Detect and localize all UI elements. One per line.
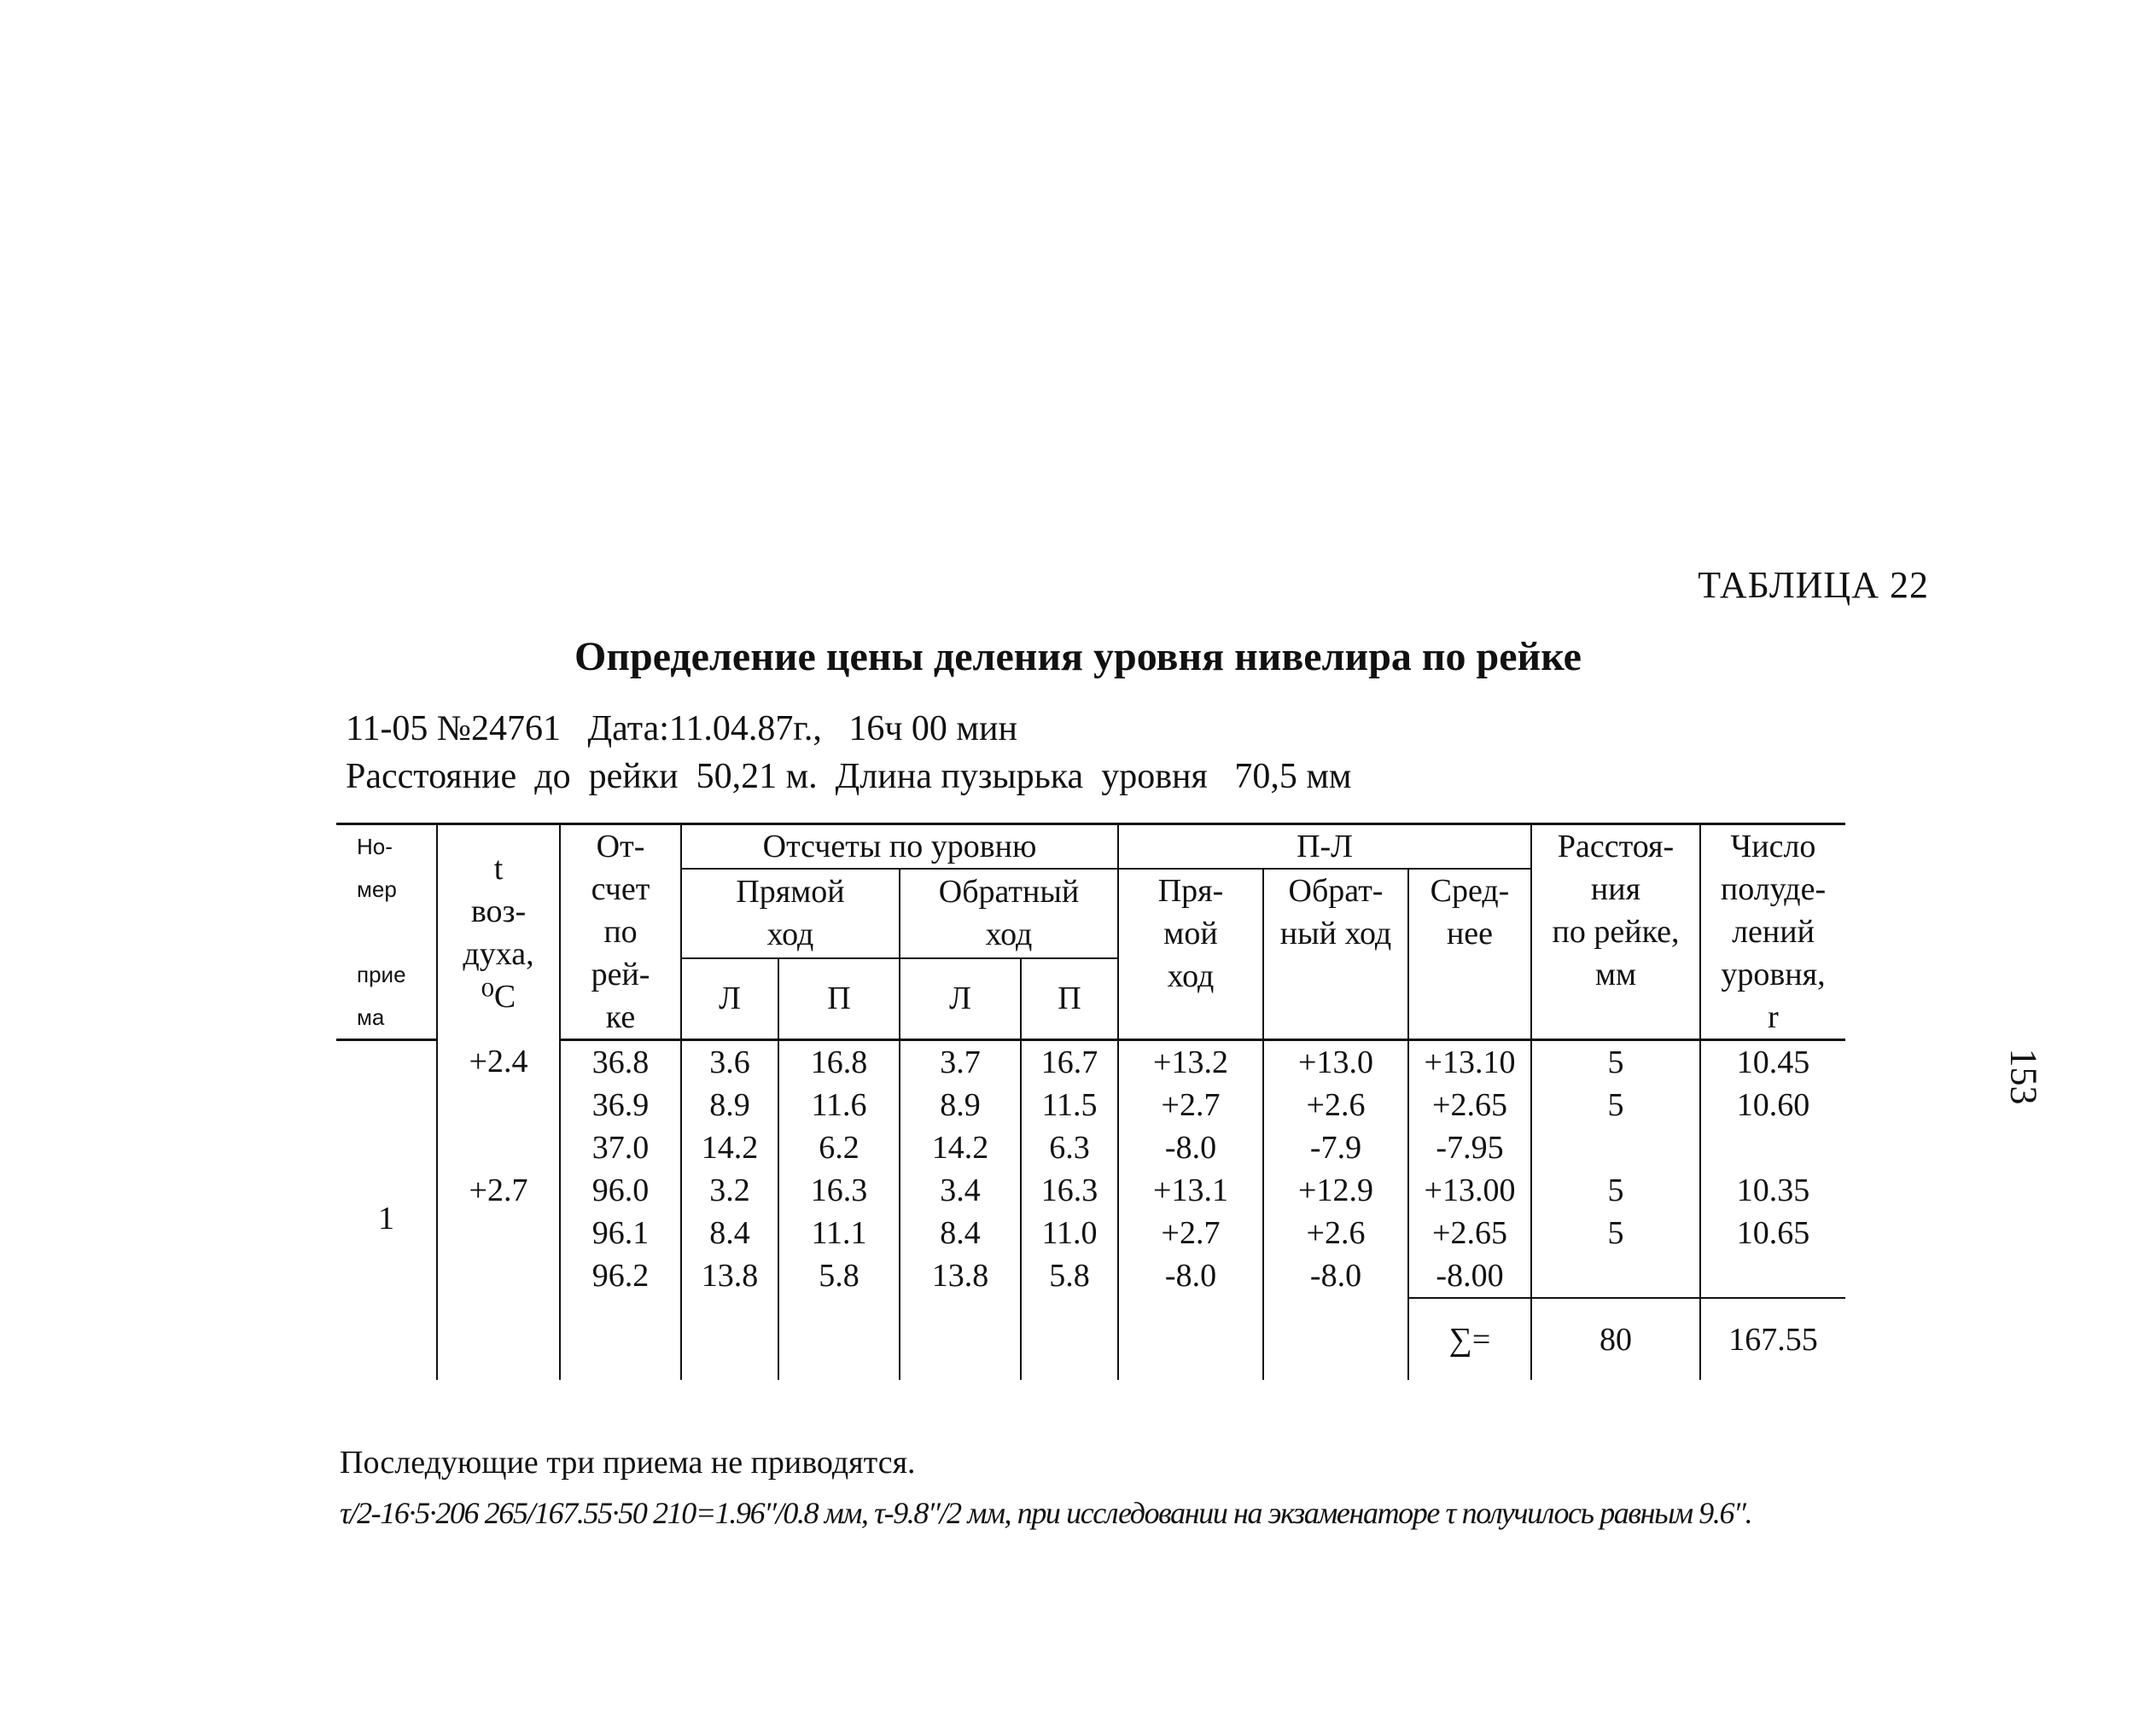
cell-forward-l: 13.8: [681, 1254, 778, 1298]
cell-backward-p: 6.3: [1021, 1126, 1118, 1169]
measurement-table: [336, 823, 1845, 1380]
cell-half-divisions: [1700, 1126, 1845, 1169]
empty-cell: [1118, 1298, 1263, 1380]
cell-pl-forward: +13.1: [1118, 1169, 1263, 1212]
cell-half-divisions: 10.35: [1700, 1169, 1845, 1212]
header-pl-forward: Пря- мой ход: [1118, 869, 1263, 1040]
cell-forward-l: 8.4: [681, 1212, 778, 1254]
cell-distance: 5: [1531, 1212, 1700, 1254]
cell-distance: [1531, 1126, 1700, 1169]
sum-row: [336, 1298, 1845, 1380]
cell-staff-reading: 96.0: [560, 1169, 681, 1212]
cell-pl-backward: +2.6: [1263, 1212, 1408, 1254]
cell-temperature: [437, 1126, 560, 1169]
cell-distance: 5: [1531, 1084, 1700, 1126]
page-number: 153: [2002, 1048, 2045, 1105]
cell-backward-l: 3.7: [900, 1040, 1021, 1085]
cell-forward-p: 6.2: [778, 1126, 900, 1169]
cell-staff-reading: 37.0: [560, 1126, 681, 1169]
cell-forward-p: 16.8: [778, 1040, 900, 1085]
empty-cell: [437, 1298, 560, 1380]
header-forward-l: Л: [681, 958, 778, 1040]
cell-temperature: [437, 1254, 560, 1298]
cell-backward-l: 14.2: [900, 1126, 1021, 1169]
header-half-divisions: Число полуде- лений уровня, r: [1700, 824, 1845, 1040]
empty-cell: [681, 1298, 778, 1380]
cell-pl-mean: +2.65: [1408, 1212, 1531, 1254]
cell-forward-l: 14.2: [681, 1126, 778, 1169]
header-forward-run: Прямой ход: [681, 869, 900, 958]
cell-pl-mean: +13.00: [1408, 1169, 1531, 1212]
header-pl-mean: Сред- нее: [1408, 869, 1531, 1040]
table-row: [336, 1040, 1845, 1085]
cell-backward-l: 8.4: [900, 1212, 1021, 1254]
cell-pl-mean: +13.10: [1408, 1040, 1531, 1085]
cell-pl-forward: -8.0: [1118, 1126, 1263, 1169]
cell-temperature: [437, 1212, 560, 1254]
cell-pl-backward: +13.0: [1263, 1040, 1408, 1085]
header-backward-p: П: [1021, 958, 1118, 1040]
header-level-readings: Отсчеты по уровню: [681, 824, 1118, 870]
cell-pl-backward: +2.6: [1263, 1084, 1408, 1126]
empty-cell: [778, 1298, 900, 1380]
cell-distance: 5: [1531, 1040, 1700, 1085]
sum-half-divisions: 167.55: [1700, 1298, 1845, 1380]
distance-info: Расстояние до рейки 50,21 м. Длина пузырька уровня 70,5 мм: [346, 757, 1352, 796]
cell-pl-forward: -8.0: [1118, 1254, 1263, 1298]
table-row: [336, 1169, 1845, 1212]
empty-cell: [1263, 1298, 1408, 1380]
cell-backward-l: 13.8: [900, 1254, 1021, 1298]
instrument-info: 11-05 №24761 Дата:11.04.87г., 16ч 00 мин: [346, 709, 1017, 748]
sum-distance: 80: [1531, 1298, 1700, 1380]
header-p-minus-l: П-Л: [1118, 824, 1531, 870]
formula-note: τ/2-16·5·206 265/167.55·50 210=1.96″/0.8 мм, τ-9.8″/2 мм, при исследовании на экзаменаторе τ получилось равным 9.6″.: [340, 1496, 1752, 1530]
table-number: ТАБЛИЦА 22: [1698, 564, 1929, 606]
cell-pl-forward: +2.7: [1118, 1212, 1263, 1254]
cell-staff-reading: 96.2: [560, 1254, 681, 1298]
cell-nomer: 1: [336, 1040, 437, 1381]
cell-distance: 5: [1531, 1169, 1700, 1212]
cell-pl-forward: +2.7: [1118, 1084, 1263, 1126]
cell-forward-p: 11.1: [778, 1212, 900, 1254]
table-row: [336, 1212, 1845, 1254]
cell-staff-reading: 96.1: [560, 1212, 681, 1254]
header-backward-l: Л: [900, 958, 1021, 1040]
cell-half-divisions: 10.65: [1700, 1212, 1845, 1254]
table-row: [336, 1126, 1845, 1169]
header-staff-reading: От- счет по рей- ке: [560, 824, 681, 1040]
cell-forward-l: 8.9: [681, 1084, 778, 1126]
cell-temperature: +2.7: [437, 1169, 560, 1212]
cell-forward-p: 11.6: [778, 1084, 900, 1126]
cell-half-divisions: 10.60: [1700, 1084, 1845, 1126]
cell-temperature: [437, 1084, 560, 1126]
header-forward-p: П: [778, 958, 900, 1040]
table-row: [336, 1084, 1845, 1126]
cell-backward-p: 11.0: [1021, 1212, 1118, 1254]
cell-pl-mean: -7.95: [1408, 1126, 1531, 1169]
header-distance: Расстоя- ния по рейке, мм: [1531, 824, 1700, 1040]
header-backward-run: Обратный ход: [900, 869, 1118, 958]
cell-pl-backward: -8.0: [1263, 1254, 1408, 1298]
cell-pl-mean: -8.00: [1408, 1254, 1531, 1298]
header-nomer: Но- мер прие ма: [336, 824, 437, 1040]
footnote: Последующие три приема не приводятся.: [340, 1445, 916, 1481]
empty-cell: [1021, 1298, 1118, 1380]
cell-pl-backward: -7.9: [1263, 1126, 1408, 1169]
empty-cell: [560, 1298, 681, 1380]
cell-forward-p: 16.3: [778, 1169, 900, 1212]
table-row: [336, 1254, 1845, 1298]
cell-backward-p: 16.3: [1021, 1169, 1118, 1212]
cell-backward-p: 5.8: [1021, 1254, 1118, 1298]
page-title: Определение цены деления уровня нивелира по рейке: [574, 634, 1582, 679]
cell-forward-l: 3.6: [681, 1040, 778, 1085]
cell-pl-backward: +12.9: [1263, 1169, 1408, 1212]
cell-forward-p: 5.8: [778, 1254, 900, 1298]
cell-backward-l: 3.4: [900, 1169, 1021, 1212]
cell-backward-l: 8.9: [900, 1084, 1021, 1126]
header-pl-backward: Обрат- ный ход: [1263, 869, 1408, 1040]
cell-temperature: +2.4: [437, 1040, 560, 1085]
header-temperature: t воз- духа, ⁰С: [437, 824, 560, 1040]
cell-half-divisions: [1700, 1254, 1845, 1298]
sum-label: ∑=: [1408, 1298, 1531, 1380]
table-body: [336, 1040, 1845, 1381]
cell-staff-reading: 36.8: [560, 1040, 681, 1085]
cell-staff-reading: 36.9: [560, 1084, 681, 1126]
empty-cell: [900, 1298, 1021, 1380]
cell-pl-forward: +13.2: [1118, 1040, 1263, 1085]
cell-distance: [1531, 1254, 1700, 1298]
cell-forward-l: 3.2: [681, 1169, 778, 1212]
cell-backward-p: 16.7: [1021, 1040, 1118, 1085]
cell-half-divisions: 10.45: [1700, 1040, 1845, 1085]
cell-pl-mean: +2.65: [1408, 1084, 1531, 1126]
cell-backward-p: 11.5: [1021, 1084, 1118, 1126]
